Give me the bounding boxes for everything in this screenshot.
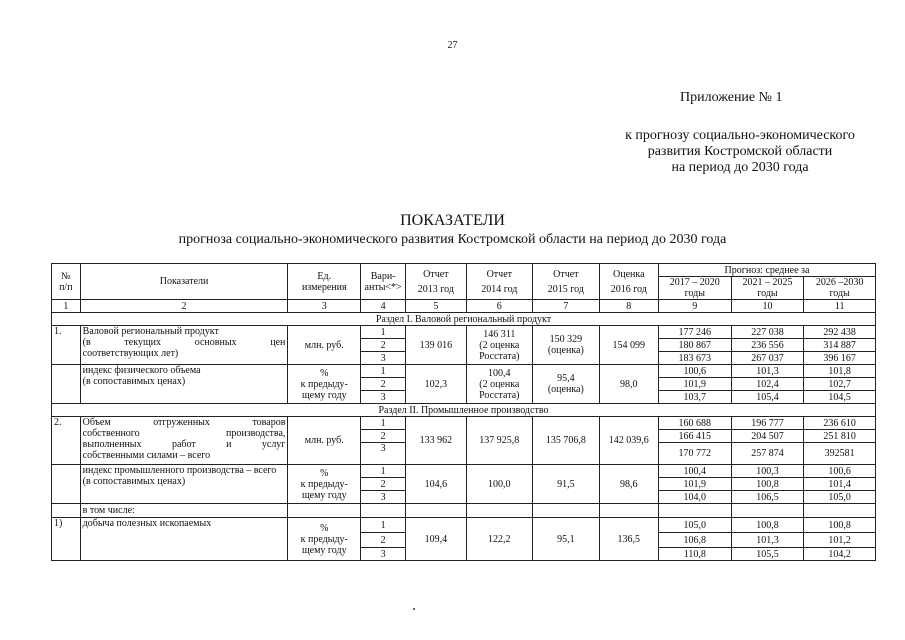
row-number: 1. (52, 326, 81, 365)
column-number: 8 (599, 300, 658, 313)
label-line: собственными силами – всего (82, 450, 211, 461)
variant-cell: 2 (361, 430, 406, 443)
forecast-cell: 110,8 (658, 548, 731, 561)
forecast-cell: 101,9 (658, 378, 731, 391)
forecast-cell: 102,4 (731, 378, 804, 391)
forecast-cell: 100,4 (658, 465, 731, 478)
forecast-cell: 100,8 (731, 478, 804, 491)
header-period-1: 2017 – 2020 годы (658, 277, 731, 300)
value-2016: 154 099 (599, 326, 658, 365)
variant-cell: 1 (361, 518, 406, 533)
row-number (52, 365, 81, 404)
label-line: соответствующих лет) (82, 348, 179, 359)
value-2014 (466, 504, 533, 518)
appendix-title: Приложение № 1 (680, 90, 783, 105)
label-word: товаров (252, 417, 286, 428)
variant-cell: 1 (361, 326, 406, 339)
forecast-cell: 101,9 (658, 478, 731, 491)
forecast-cell: 100,8 (804, 518, 876, 533)
label-word: производства, (225, 428, 286, 439)
forecast-cell: 170 772 (658, 443, 731, 465)
unit-cell: % к предыду- щему году (288, 518, 361, 561)
table-row (52, 326, 876, 339)
value-2016: 98,0 (599, 365, 658, 404)
label-word: услуг (261, 439, 286, 450)
row-number: 2. (52, 417, 81, 465)
row-label (80, 326, 288, 365)
header-2015: Отчет 2015 год (533, 264, 600, 300)
header-2016: Оценка 2016 год (599, 264, 658, 300)
document-subtitle: прогноза социально-экономического развития Костромской области на период до 2030 года (178, 232, 727, 247)
row-number: 1) (52, 518, 81, 561)
header-period-3: 2026 –2030 годы (804, 277, 876, 300)
label-line: Валовой региональный продукт (82, 326, 219, 337)
forecast-cell: 227 038 (731, 326, 804, 339)
column-number-row (52, 300, 876, 313)
label-word: цен (270, 337, 286, 348)
value-2013: 102,3 (406, 365, 466, 404)
value-2014: 100,0 (466, 465, 533, 504)
forecast-cell: 104,0 (658, 491, 731, 504)
section-row (52, 404, 876, 417)
label-line (83, 428, 286, 439)
forecast-cell: 100,6 (804, 465, 876, 478)
label-word: отгруженных (153, 417, 210, 428)
forecast-cell: 292 438 (804, 326, 876, 339)
header-unit: Ед. измерения (288, 264, 361, 300)
forecast-cell (804, 504, 876, 518)
label-line (83, 337, 286, 348)
label-word: собственного (82, 428, 140, 439)
forecast-cell: 104,2 (804, 548, 876, 561)
label-word: текущих (124, 337, 161, 348)
value-2014: 146 311 (2 оценка Росстата) (466, 326, 533, 365)
label-line (83, 417, 286, 428)
forecast-cell: 100,8 (731, 518, 804, 533)
section-title: Раздел II. Промышленное производство (52, 404, 876, 417)
forecast-cell: 236 610 (804, 417, 876, 430)
forecast-cell: 105,5 (731, 548, 804, 561)
forecast-cell: 102,7 (804, 378, 876, 391)
variant-cell: 3 (361, 391, 406, 404)
variant-cell: 2 (361, 533, 406, 548)
value-2015 (533, 504, 600, 518)
header-period-2: 2021 – 2025 годы (731, 277, 804, 300)
value-2015: 135 706,8 (533, 417, 600, 465)
column-number: 2 (80, 300, 288, 313)
forecast-cell: 100,3 (731, 465, 804, 478)
row-number (52, 465, 81, 504)
forecast-cell: 105,0 (658, 518, 731, 533)
variant-cell (361, 504, 406, 518)
forecast-cell: 106,8 (658, 533, 731, 548)
value-2016: 98,6 (599, 465, 658, 504)
variant-cell: 2 (361, 478, 406, 491)
forecast-cell: 101,3 (731, 365, 804, 378)
label-word: и (226, 439, 232, 450)
header-indicator: Показатели (80, 264, 288, 300)
header-variant: Вари- анты<*> (361, 264, 406, 300)
column-number: 9 (658, 300, 731, 313)
row-label (80, 417, 288, 465)
variant-cell: 2 (361, 339, 406, 352)
indicators-table (51, 263, 876, 561)
section-title: Раздел I. Валовой региональный продукт (52, 313, 876, 326)
appendix-line: к прогнозу социально-экономического (625, 128, 855, 143)
column-number: 5 (406, 300, 466, 313)
value-2013: 104,6 (406, 465, 466, 504)
value-2016 (599, 504, 658, 518)
column-number: 11 (804, 300, 876, 313)
row-label: добыча полезных ископаемых (80, 518, 288, 561)
label-line (83, 439, 286, 450)
forecast-cell (731, 504, 804, 518)
header-2013: Отчет 2013 год (406, 264, 466, 300)
variant-cell: 1 (361, 365, 406, 378)
section-row (52, 313, 876, 326)
label-word: работ (171, 439, 196, 450)
value-2016: 142 039,6 (599, 417, 658, 465)
forecast-cell: 183 673 (658, 352, 731, 365)
forecast-cell: 106,5 (731, 491, 804, 504)
forecast-cell: 101,4 (804, 478, 876, 491)
unit-cell: % к предыду- щему году (288, 365, 361, 404)
forecast-cell: 180 867 (658, 339, 731, 352)
header-num: № п/п (52, 264, 81, 300)
column-number: 10 (731, 300, 804, 313)
document-title: ПОКАЗАТЕЛИ (400, 212, 505, 229)
row-label: индекс промышленного производства – всего (в сопоставимых ценах) (80, 465, 288, 504)
variant-cell: 3 (361, 443, 406, 465)
unit-cell (288, 504, 361, 518)
forecast-cell (658, 504, 731, 518)
value-2013: 139 016 (406, 326, 466, 365)
table-row (52, 465, 876, 478)
value-2015: 91,5 (533, 465, 600, 504)
column-number: 4 (361, 300, 406, 313)
forecast-cell: 101,3 (731, 533, 804, 548)
table-row (52, 365, 876, 378)
forecast-cell: 103,7 (658, 391, 731, 404)
label-word: (в (82, 337, 91, 348)
value-2013 (406, 504, 466, 518)
label-word: выполненных (82, 439, 142, 450)
variant-cell: 2 (361, 378, 406, 391)
label-word: Объем (82, 417, 111, 428)
column-number: 7 (533, 300, 600, 313)
forecast-cell: 104,5 (804, 391, 876, 404)
value-2015: 95,1 (533, 518, 600, 561)
forecast-cell: 204 507 (731, 430, 804, 443)
table-header-row (52, 264, 876, 277)
label-word: основных (194, 337, 237, 348)
forecast-cell: 100,6 (658, 365, 731, 378)
forecast-cell: 257 874 (731, 443, 804, 465)
column-number: 1 (52, 300, 81, 313)
appendix-line: развития Костромской области (647, 144, 833, 159)
row-label: индекс физического объема (в сопоставимых ценах) (80, 365, 288, 404)
page-number: 27 (447, 40, 458, 51)
forecast-cell: 105,0 (804, 491, 876, 504)
row-label: в том числе: (80, 504, 288, 518)
value-2014: 137 925,8 (466, 417, 533, 465)
forecast-cell: 267 037 (731, 352, 804, 365)
unit-cell: млн. руб. (288, 326, 361, 365)
forecast-cell: 166 415 (658, 430, 731, 443)
appendix-line: на период до 2030 года (671, 160, 809, 175)
column-number: 3 (288, 300, 361, 313)
forecast-cell: 196 777 (731, 417, 804, 430)
forecast-cell: 101,2 (804, 533, 876, 548)
column-number: 6 (466, 300, 533, 313)
header-2014: Отчет 2014 год (466, 264, 533, 300)
value-2015: 150 329 (оценка) (533, 326, 600, 365)
forecast-cell: 396 167 (804, 352, 876, 365)
forecast-cell: 236 556 (731, 339, 804, 352)
forecast-cell: 177 246 (658, 326, 731, 339)
forecast-cell: 101,8 (804, 365, 876, 378)
unit-cell: млн. руб. (288, 417, 361, 465)
variant-cell: 1 (361, 417, 406, 430)
forecast-cell: 392581 (804, 443, 876, 465)
forecast-cell: 251 810 (804, 430, 876, 443)
unit-cell: % к предыду- щему году (288, 465, 361, 504)
forecast-cell: 160 688 (658, 417, 731, 430)
table-row (52, 518, 876, 533)
variant-cell: 3 (361, 548, 406, 561)
value-2013: 133 962 (406, 417, 466, 465)
table-row (52, 504, 876, 518)
value-2014: 122,2 (466, 518, 533, 561)
table-row (52, 417, 876, 430)
variant-cell: 3 (361, 491, 406, 504)
forecast-cell: 314 887 (804, 339, 876, 352)
variant-cell: 3 (361, 352, 406, 365)
value-2013: 109,4 (406, 518, 466, 561)
value-2016: 136,5 (599, 518, 658, 561)
header-forecast: Прогноз: среднее за (658, 264, 875, 277)
appendix-caption (600, 128, 880, 176)
variant-cell: 1 (361, 465, 406, 478)
row-number (52, 504, 81, 518)
scan-speck (413, 608, 415, 610)
value-2015: 95,4 (оценка) (533, 365, 600, 404)
value-2014: 100,4 (2 оценка Росстата) (466, 365, 533, 404)
forecast-cell: 105,4 (731, 391, 804, 404)
